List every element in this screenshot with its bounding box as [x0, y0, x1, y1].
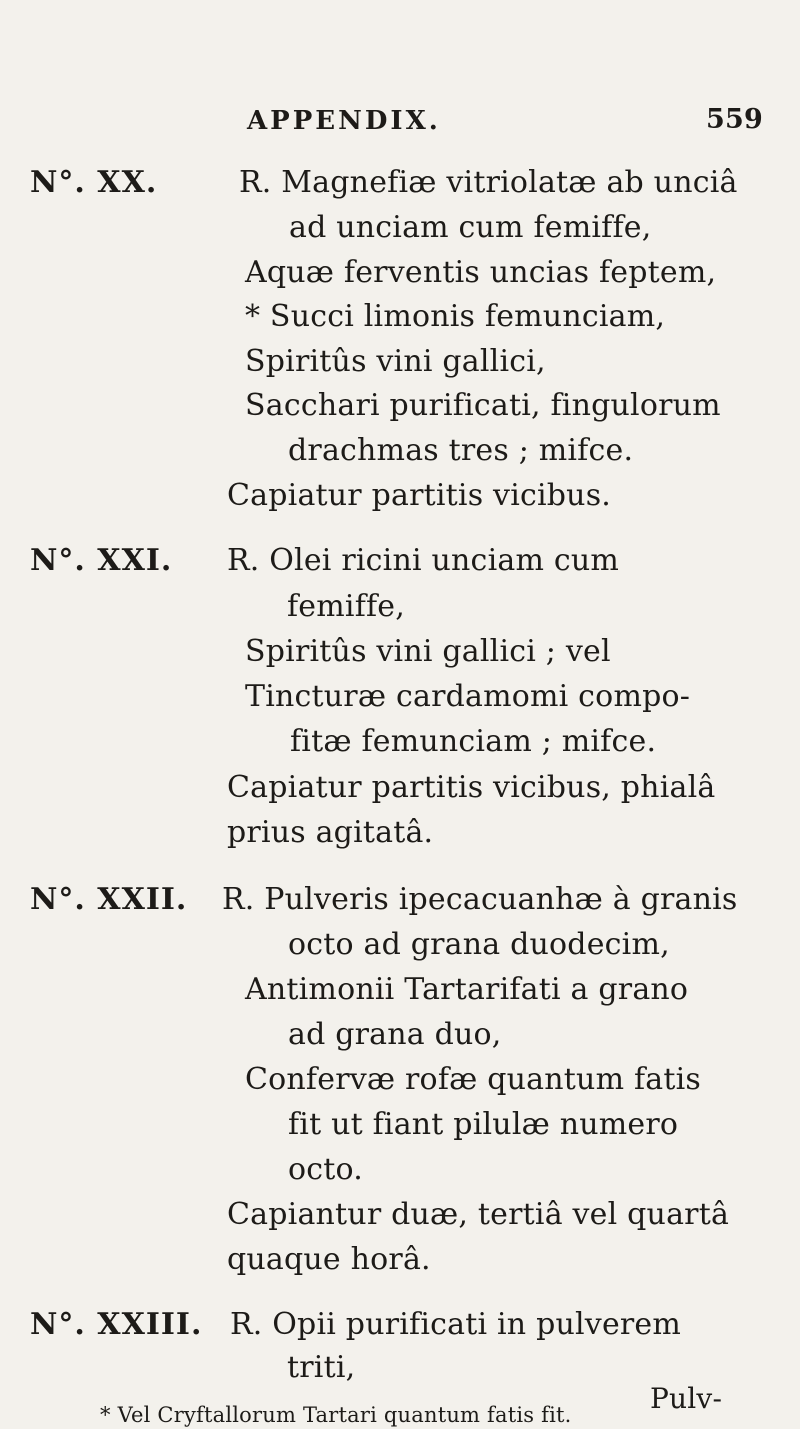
footnote: * Vel Cryftallorum Tartari quantum fatis fit.	[100, 1403, 572, 1427]
recipe-line: ad grana duo,	[288, 1017, 502, 1052]
recipe-line: Tincturæ cardamomi compo-	[245, 679, 691, 714]
recipe-line: quaque horâ.	[227, 1242, 431, 1277]
page-number: 559	[706, 104, 763, 135]
recipe-line: ad unciam cum femiffe,	[289, 210, 652, 245]
recipe-number: N°. XX.	[30, 165, 158, 200]
recipe-line: Spiritûs vini gallici ; vel	[245, 634, 611, 669]
recipe-line: Spiritûs vini gallici,	[245, 344, 546, 379]
recipe-line: prius agitatâ.	[227, 815, 434, 850]
recipe-line: Confervæ rofæ quantum fatis	[245, 1062, 701, 1097]
recipe-number: N°. XXI.	[30, 543, 173, 578]
recipe-line: R. Magnefiæ vitriolatæ ab unciâ	[239, 165, 738, 200]
recipe-line: * Succi limonis femunciam,	[245, 299, 666, 334]
recipe-line: R. Olei ricini unciam cum	[227, 543, 619, 578]
recipe-line: R. Opii purificati in pulverem	[230, 1307, 682, 1342]
recipe-line: drachmas tres ; mifce.	[288, 433, 634, 468]
recipe-line: femiffe,	[287, 589, 405, 624]
running-head: APPENDIX.	[247, 106, 441, 136]
recipe-line: Capiatur partitis vicibus.	[227, 478, 612, 513]
recipe-line: Aquæ ferventis uncias feptem,	[245, 255, 717, 290]
recipe-line: octo ad grana duodecim,	[288, 927, 670, 962]
recipe-line: Sacchari purificati, fingulorum	[245, 388, 721, 423]
recipe-line: octo.	[288, 1152, 363, 1187]
recipe-line: fit ut fiant pilulæ numero	[288, 1107, 679, 1142]
recipe-line: Antimonii Tartarifati a grano	[245, 972, 689, 1007]
recipe-line: fitæ femunciam ; mifce.	[290, 724, 657, 759]
recipe-number: N°. XXIII.	[30, 1307, 203, 1342]
recipe-number: N°. XXII.	[30, 882, 188, 917]
catchword: Pulv-	[650, 1382, 723, 1415]
recipe-line: Capiantur duæ, tertiâ vel quartâ	[227, 1197, 730, 1232]
recipe-line: R. Pulveris ipecacuanhæ à granis	[222, 882, 738, 917]
recipe-line: triti,	[287, 1350, 356, 1385]
recipe-line: Capiatur partitis vicibus, phialâ	[227, 770, 716, 805]
